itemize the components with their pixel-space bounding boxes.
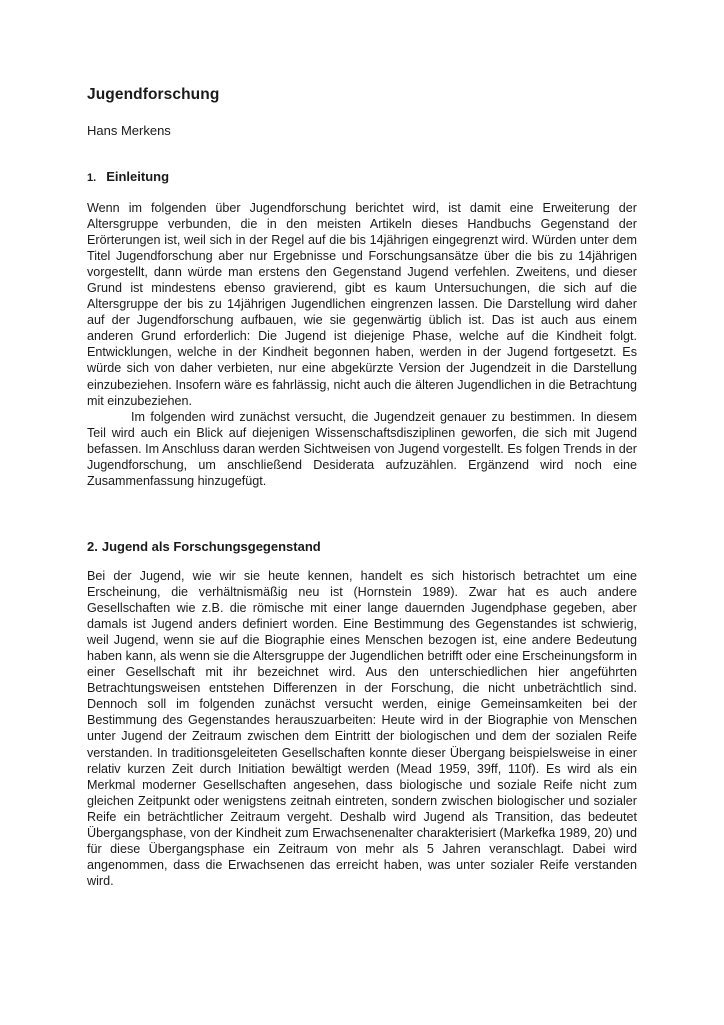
section-heading-einleitung <box>87 169 169 184</box>
section-heading-jugend-als-forschungsgegenstand <box>87 539 321 554</box>
section-number: 2. <box>87 539 98 554</box>
section-number: 1. <box>87 172 97 184</box>
paragraph: Wenn im folgenden über Jugendforschung berichtet wird, ist damit eine Erweiterung der Altersgruppe verbunden, die in den meisten Artikeln dieses Handbuchs Gegenstand der Erörterungen ist, weil sich in der Regel auf die bis 14jährigen eingegrenzt wird. Würden unter dem Titel Jugendforschung aber nur Ergebnisse und Forschungsansätze über die bis zu 14jährigen vorgestellt, dann würde man erstens den Gegenstand Jugend verfehlen. Zweitens, und dieser Grund ist mindestens ebenso gravierend, gibt es kaum Untersuchungen, die sich auf die Altersgruppe der bis zu 14jährigen Jugendlichen eingrenzen lassen. Die Darstellung wird daher auf der Jugendforschung aufbauen, wie sie gegenwärtig üblich ist. Das ist auch aus einem anderen Grund erforderlich: Die Jugend ist diejenige Phase, welche auf die Kindheit folgt. Entwicklungen, welche in der Kindheit begonnen haben, werden in der Jugend fortgesetzt. Es würde sich von daher verbieten, nur eine abgekürzte Version der Jugendzeit in die Darstellung einzubeziehen. Insofern wäre es fahrlässig, nicht auch die älteren Jugendlichen in die Betrachtung mit einzubeziehen. <box>87 201 637 408</box>
section-body-einleitung <box>87 200 637 489</box>
paragraph: Bei der Jugend, wie wir sie heute kennen, handelt es sich historisch betrachtet um eine Erscheinung, die verhältnismäßig neu ist (Hornstein 1989). Zwar hat es auch andere Gesellschaften wie z.B. die römische mit einer lange dauernden Jugendphase gegeben, aber damals ist Jugend anders definiert worden. Eine Bestimmung des Gegenstandes ist schwierig, weil Jugend, wenn sie auf die Biographie eines Menschen bezogen ist, eine andere Bedeutung haben kann, als wenn sie die Altersgruppe der Jugendlichen betrifft oder eine Erscheinungsform in einer Gesellschaft mit ihr bezeichnet wird. Aus den unterschiedlichen hier angeführten Betrachtungsweisen entstehen Differenzen in der Forschung, die nicht unbeträchtlich sind. Dennoch soll im folgenden zunächst versucht werden, einige Gemeinsamkeiten bei der Bestimmung des Gegenstandes herauszuarbeiten: Heute wird in der Biographie von Menschen unter Jugend der Zeitraum zwischen dem Eintritt der biologischen und dem der sozialen Reife verstanden. In traditionsgeleiteten Gesellschaften konnte dieser Übergang beispielsweise in einer relativ kurzen Zeit durch Initiation bewältigt werden (Mead 1959, 39ff, 110f). Es wird als ein Merkmal moderner Gesellschaften angesehen, dass biologische und soziale Reife nicht zum gleichen Zeitpunkt oder wenigstens zeitnah eintreten, sondern zwischen biologischer und sozialer Reife ein beträchtlicher Zeitraum vergeht. Deshalb wird Jugend als Transition, das bedeutet Übergangsphase, von der Kindheit zum Erwachsenenalter charakterisiert (Markefka 1989, 20) und für diese Übergangsphase ein Zeitraum von mehr als 5 Jahren veranschlagt. Dabei wird angenommen, dass die Erwachsenen das erreicht haben, was unter sozialer Reife verstanden wird. <box>87 569 637 888</box>
section-title: Jugend als Forschungsgegenstand <box>101 539 321 554</box>
section-body-jugend-als-forschungsgegenstand <box>87 568 637 889</box>
paragraph: Im folgenden wird zunächst versucht, die Jugendzeit genauer zu bestimmen. In diesem Teil wird auch ein Blick auf diejenigen Wissenschaftsdisziplinen geworfen, die sich mit Jugend befassen. Im Anschluss daran werden Sichtweisen von Jugend vorgestellt. Es folgen Trends in der Jugendforschung, um anschließend Desiderata aufzuzählen. Ergänzend wird noch eine Zusammenfassung hinzugefügt. <box>87 409 637 488</box>
section-title: Einleitung <box>106 169 170 184</box>
document-author: Hans Merkens <box>87 123 171 138</box>
document-title: Jugendforschung <box>87 86 220 103</box>
